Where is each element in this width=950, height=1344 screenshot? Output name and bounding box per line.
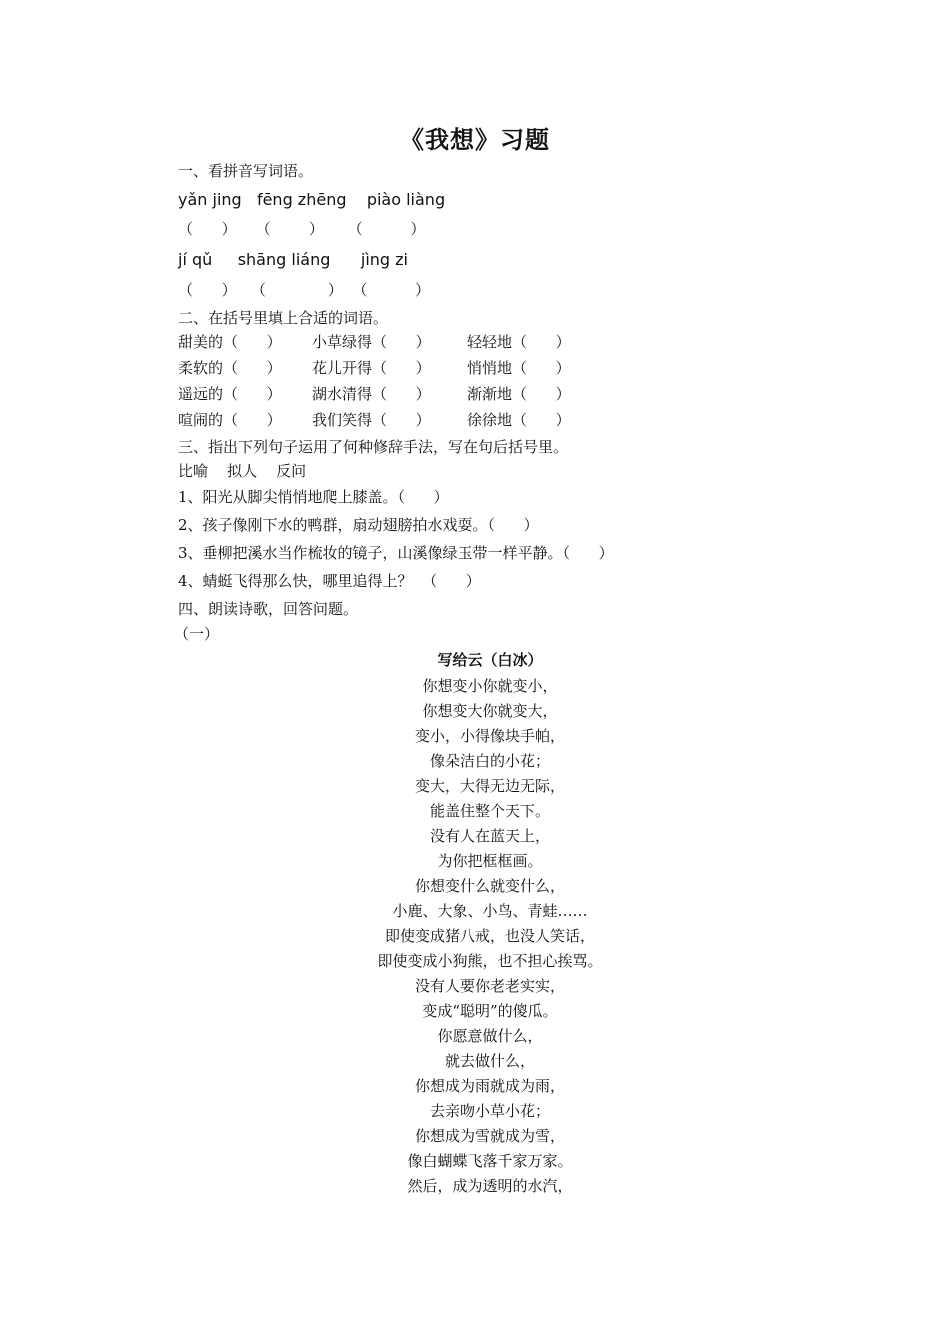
poem-line: 你想变大你就变大， <box>422 702 558 720</box>
poem-line: 即使变成小狗熊，也不担心挨骂。 <box>377 952 603 970</box>
poem-line: 变大，大得无边无际， <box>414 777 565 795</box>
fill-item[interactable]: 湖水清得（ ） <box>312 385 431 403</box>
poem-line: 没有人在蓝天上， <box>429 827 550 845</box>
pinyin-row-2: jí qǔ shāng liáng jìng zi <box>178 250 408 269</box>
poem-line: 就去做什么， <box>444 1052 535 1070</box>
section1-heading: 一、看拼音写词语。 <box>178 162 314 180</box>
fill-item[interactable]: 花儿开得（ ） <box>312 359 431 377</box>
poem-line: 你想变小你就变小， <box>422 677 558 695</box>
answer-blanks-row-2[interactable]: （ ） （ ） （ ） <box>178 281 431 299</box>
question-item[interactable]: 4、蜻蜓飞得那么快，哪里追得上？ （ ） <box>178 572 481 590</box>
fill-item[interactable]: 轻轻地（ ） <box>467 333 571 351</box>
poem-line: 变成“聪明”的傻瓜。 <box>422 1002 558 1020</box>
fill-item[interactable]: 柔软的（ ） <box>178 359 282 377</box>
section2-heading: 二、在括号里填上合适的词语。 <box>178 309 389 327</box>
poem-line: 你愿意做什么， <box>437 1027 543 1045</box>
fill-item[interactable]: 渐渐地（ ） <box>467 385 571 403</box>
page-title: 《我想》习题 <box>400 125 550 154</box>
pinyin-row-1: yǎn jing fēng zhēng piào liàng <box>178 190 446 209</box>
poem-line: 然后，成为透明的水汽， <box>407 1177 573 1195</box>
poem-line: 小鹿、大象、小鸟、青蛙…… <box>392 902 588 920</box>
fill-item[interactable]: 喧闹的（ ） <box>178 411 282 429</box>
poem-body <box>0 674 950 1199</box>
question-item[interactable]: 2、孩子像刚下水的鸭群，扇动翅膀拍水戏耍。（ ） <box>178 516 539 534</box>
poem-line: 去亲吻小草小花； <box>429 1102 550 1120</box>
poem-line: 没有人要你老老实实， <box>414 977 565 995</box>
poem-line: 你想成为雪就成为雪， <box>414 1127 565 1145</box>
poem-line: 即使变成猪八戒，也没人笑话， <box>384 927 595 945</box>
fill-item[interactable]: 徐徐地（ ） <box>467 411 571 429</box>
poem-line: 为你把框框画。 <box>437 852 543 870</box>
question-item[interactable]: 1、阳光从脚尖悄悄地爬上膝盖。（ ） <box>178 488 449 506</box>
poem-line: 像朵洁白的小花； <box>429 752 550 770</box>
section3-heading: 三、指出下列句子运用了何种修辞手法，写在句后括号里。 <box>178 438 569 456</box>
rhetoric-options: 比喻 拟人 反问 <box>178 462 307 480</box>
fill-item[interactable]: 我们笑得（ ） <box>312 411 431 429</box>
answer-blanks-row-1[interactable]: （ ） （ ） （ ） <box>178 220 426 238</box>
poem-line: 你想成为雨就成为雨， <box>414 1077 565 1095</box>
fill-item[interactable]: 甜美的（ ） <box>178 333 282 351</box>
fill-item[interactable]: 悄悄地（ ） <box>467 359 571 377</box>
subsection-label: （一） <box>174 625 220 643</box>
poem-line: 你想变什么就变什么， <box>414 877 565 895</box>
poem-line: 能盖住整个天下。 <box>429 802 550 820</box>
poem-line: 变小，小得像块手帕， <box>414 727 565 745</box>
fill-item[interactable]: 遥远的（ ） <box>178 385 282 403</box>
section4-heading: 四、朗读诗歌，回答问题。 <box>178 600 359 618</box>
fill-item[interactable]: 小草绿得（ ） <box>312 333 431 351</box>
poem-title: 写给云（白冰） <box>437 651 543 669</box>
poem-line: 像白蝴蝶飞落千家万家。 <box>407 1152 573 1170</box>
question-item[interactable]: 3、垂柳把溪水当作梳妆的镜子，山溪像绿玉带一样平静。（ ） <box>178 544 614 562</box>
